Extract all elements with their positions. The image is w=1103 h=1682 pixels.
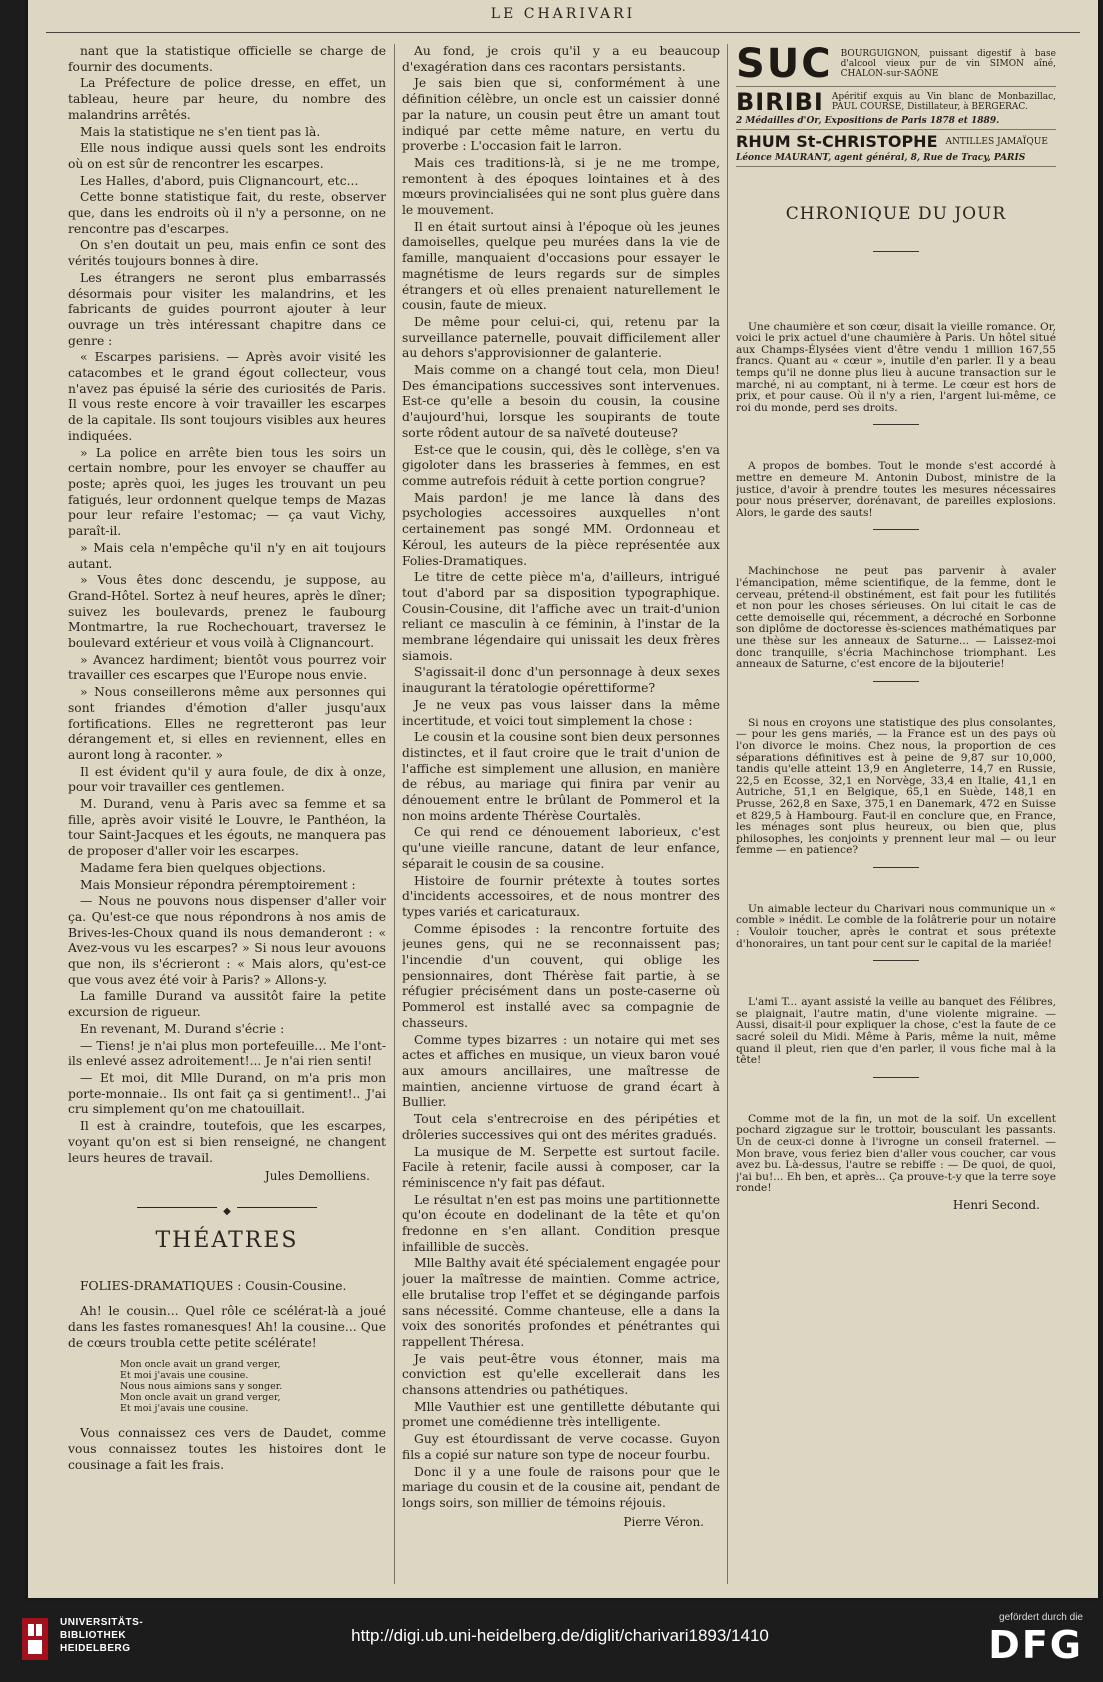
verse-line: Mon oncle avait un grand verger, — [120, 1359, 281, 1371]
chronique-signature: Henri Second. — [952, 1197, 1040, 1212]
chronique-item: A propos de bombes. Tout le monde s'est accordé à mettre en demeure M. Antonin Dubost, ministre de la justice, d'avoir à prendre toutes les mesures nécessaires pour nous préserver, dorénavant, de pareilles explosions. Alors, le garde des sauts! — [736, 460, 1056, 519]
article-paragraph: — Tiens! je n'ai plus mon portefeuille... Me l'ont-ils enlevé assez adroitement!... Je n'ai rien senti! — [68, 1038, 386, 1069]
funding-credit-text: gefördert durch die — [999, 1612, 1083, 1623]
article-paragraph: Il est à craindre, toutefois, que les escarpes, voyant qu'on est si bien renseigné, ne changent leurs heures de travail. — [68, 1119, 386, 1165]
article-paragraph: Mais la statistique ne s'en tient pas là. — [80, 124, 321, 139]
article-paragraph: On s'en doutait un peu, mais enfin ce sont des vérités toujours bonnes à dire. — [68, 238, 386, 269]
newspaper-page — [28, 0, 1098, 1598]
section-ornament: ◆ — [137, 1203, 317, 1213]
theatres-title: THÉATRES — [155, 1227, 299, 1253]
column-1 — [68, 44, 386, 1584]
chronique-item: Machinchose ne peut pas parvenir à avaler l'émancipation, même scientifique, de la femme, dont le cerveau, prétend-il obstinément, est fait pour les futilités et non pour les choses sérieuses. On lui citait le cas de cette demoiselle qui, récemment, a décroché en Sorbonne son diplôme de doctoresse ès-sciences mathématiques par une thèse sur les anneaux de Saturne... — Laissez-moi donc tranquille, s'écria Machinchose triomphant. Les anneaux de Saturne, c'est encore de la bijouterie! — [736, 565, 1056, 671]
verse-line: Nous nous aimions sans y songer. — [120, 1381, 283, 1393]
article-paragraph: Les étrangers ne seront plus embarrassés désormais pour visiter les malandrins, et les fabricants de guides pourront ajouter à leur ouvrage un très intéressant chapitre dans ce genre : — [68, 270, 386, 348]
chronique-items — [736, 252, 1056, 1195]
article-paragraph: » La police en arrête bien tous les soirs un certain nombre, pour les envoyer se chauffer au poste; après quoi, les juges les trouvant un peu fatigués, leur ordonnent quelque temps de Mazas pour leur refaire l'estomac; — ça vaut Vichy, paraît-il. — [68, 445, 386, 539]
article-paragraph: M. Durand, venu à Paris avec sa femme et sa fille, après avoir visité le Louvre, le Panthéon, la tour Saint-Jacques et les égouts, ne manquera pas de proposer d'aller voir les escarpes. — [68, 797, 386, 859]
article-paragraph: Tout cela s'entrecroise en des péripéties et drôleries successives qui ont des mérites gradués. — [402, 1112, 720, 1142]
article-paragraph: Les Halles, d'abord, puis Clignancourt, etc... — [80, 173, 359, 188]
ad-biribi-medals: 2 Médailles d'Or, Expositions de Paris 1878 et 1889. — [736, 116, 1000, 126]
ad-suc — [736, 44, 1056, 87]
ad-rhum-brand: RHUM St-CHRISTOPHE — [736, 132, 938, 151]
spacer — [736, 868, 1056, 904]
ad-biribi-brand: BIRIBI — [736, 88, 824, 116]
article-paragraph: Il est évident qu'il y aura foule, de dix à onze, pour voir travailler ces gentlemen. — [68, 764, 386, 795]
ad-rhum-origin: ANTILLES JAMAÏQUE — [945, 137, 1048, 147]
article-paragraph: Mais comme on a changé tout cela, mon Dieu! Des émancipations successives sont intervenues. Est-ce qu'elle a besoin du cousin, la cousine d'aujourd'hui, lorsque les soupirants de toute sorte rôdent autour de sa naïveté douteuse? — [402, 363, 720, 440]
viewer-footer — [0, 1602, 1103, 1682]
ad-suc-brand: SUC — [736, 44, 833, 87]
article-paragraph: » Vous êtes donc descendu, je suppose, au Grand-Hôtel. Sortez à neuf heures, après le dîner; suivez les boulevards, prenez le faubourg Montmartre, la rue Rochechouart, traversez le boulevard extérieur et vous voilà à Clignancourt. — [68, 573, 386, 651]
article-paragraph: Est-ce que le cousin, qui, dès le collège, s'en va gigoloter dans les brasseries à femmes, en est comme autrefois réduit à cette portion congrue? — [402, 442, 720, 488]
chronique-title: CHRONIQUE DU JOUR — [785, 204, 1007, 224]
quoted-verse — [120, 1359, 386, 1414]
column-2 — [402, 44, 720, 1584]
library-name — [60, 1616, 143, 1655]
article-paragraph: Comme épisodes : la rencontre fortuite des jeunes gens, qui ne se reconnaissent pas; l'incendie d'un couvent, qui oblige les pensionnaires, dont Thérèse fait partie, à se réfugier précisément dans un poste-caserne où Pommerol est installé avec sa compagnie de chasseurs. — [402, 921, 720, 1030]
ad-biribi — [736, 89, 1056, 130]
play-title-line: FOLIES-DRAMATIQUES : Cousin-Cousine. — [80, 1278, 347, 1293]
chronique-item: Une chaumière et son cœur, disait la vieille romance. Or, voici le prix actuel d'une chaumière à Paris. Un hôtel situé aux Champs-Élysées vient d'être vendu 1 million 167,55 francs. Quant au « cœur », inutile d'en parler. Il y a beau temps qu'il ne donne plus lieu à aucune transaction sur le marché, ni au comptant, ni à terme. Le cœur est hors de prix, et pour cause. Où il n'y a rien, l'argent lui-même, ce roi du monde, perd ses droits. — [736, 320, 1056, 414]
column-rule-2 — [727, 44, 728, 1584]
article-paragraph: Mais ces traditions-là, si je ne me trompe, remontent à des époques lointaines et à des mœurs provincialisées qui ne sont plus guère dans le mouvement. — [402, 155, 720, 218]
column-3 — [736, 44, 1056, 1584]
library-logo[interactable] — [20, 1616, 143, 1662]
article-paragraph: Mlle Balthy avait été spécialement engagée pour jouer la maîtresse de maintien. Comme actrice, elle brutalise trop l'effet et se dégingande parfois sans nécessité. Comme chanteuse, elle a dans la voix des sonorités profondes et pénétrantes qui rappellent Théresa. — [402, 1256, 720, 1349]
article-paragraph: Au fond, je crois qu'il y a eu beaucoup d'exagération dans ces racontars persistants. — [402, 44, 720, 74]
verse-line: Et moi j'avais une cousine. — [120, 1370, 249, 1382]
article-paragraph: » Mais cela n'empêche qu'il n'y en ait toujours autant. — [68, 540, 386, 571]
column-1-article — [68, 44, 386, 1166]
article-paragraph: Mlle Vauthier est une gentillette débutante qui promet une comédienne très intelligente. — [402, 1399, 720, 1430]
article-paragraph: Guy est étourdissant de verve cocasse. Guyon fils a copié sur nature son type de noceur fourbu. — [402, 1432, 720, 1462]
article-paragraph: La Préfecture de police dresse, en effet, un tableau, heure par heure, du nombre des malandrins arrêtés. — [68, 76, 386, 122]
article-paragraph: Comme types bizarres : un notaire qui met ses actes et affiches en musique, un vieux baron voué aux amours ancillaires, une maîtresse de maintien, ancienne virtuose de grand écart à Bullier. — [402, 1032, 720, 1110]
article-paragraph: De même pour celui-ci, qui, retenu par la surveillance paternelle, pouvait difficilement aller au dehors s'approvisionner de galanterie. — [402, 314, 720, 361]
article-paragraph: Le titre de cette pièce m'a, d'ailleurs, intrigué tout d'abord par sa disposition typographique. Cousin-Cousine, dit l'affiche avec un trait-d'union reliant ce masculin à ce féminin, à l'instar de la membrane légendaire qui unissait les deux frères siamois. — [402, 570, 720, 663]
verse-line: Mon oncle avait un grand verger, — [120, 1392, 281, 1404]
article-paragraph: » Nous conseillerons même aux personnes qui sont friandes d'émotion d'aller jusqu'aux fortifications. Elles ne regretteront pas leur dérangement et, si elles en reviennent, elles en auront long à raconter. » — [68, 685, 386, 762]
column-1-signature: Jules Demolliens. — [264, 1169, 370, 1184]
article-paragraph: La musique de M. Serpette est surtout facile. Facile à retenir, facile aussi à composer, car la réminiscence n'y fait pas défaut. — [402, 1144, 720, 1190]
article-paragraph: La famille Durand va aussitôt faire la petite excursion de rigueur. — [68, 989, 386, 1020]
article-paragraph: — Et moi, dit Mlle Durand, on m'a pris mon porte-monnaie.. Ils ont fait ça si gentiment!.. J'ai cru simplement qu'on me chatouillait. — [68, 1071, 386, 1117]
article-paragraph: Elle nous indique aussi quels sont les endroits où on est sûr de rencontrer les escarpes. — [68, 141, 386, 171]
article-paragraph: Le résultat n'en est pas moins une partitionnette qu'on écoute en dodelinant de la tête et qu'on fredonne en s'en allant. Condition presque infaillible de succès. — [402, 1192, 720, 1254]
article-paragraph: Ce qui rend ce dénouement laborieux, c'est qu'une vieille rancune, datant de leur enfance, séparait le cousin de sa cousine. — [402, 825, 720, 871]
column-2-signature: Pierre Véron. — [623, 1514, 704, 1529]
article-paragraph: Le cousin et la cousine sont bien deux personnes distinctes, et il faut croire que le trait d'union de l'affiche est simplement une allusion, en manière de rébus, au mariage qui finira par venir au dénouement entre le brûlant de Pommerol et la non moins ardente Thérèse Courtalès. — [402, 730, 720, 823]
library-name-line: BIBLIOTHEK — [60, 1630, 127, 1641]
spacer — [736, 530, 1056, 566]
theatres-outro: Vous connaissez ces vers de Daudet, comme vous connaissez toutes les histoires dont le cousinage a fait les frais. — [68, 1426, 386, 1472]
theatres-intro: Ah! le cousin... Quel rôle ce scélérat-là a joué dans les fastes romanesques! Ah! la cousine... Que de cœurs troubla cette petite scélérate! — [68, 1304, 386, 1350]
library-name-line: UNIVERSITÄTS- — [60, 1617, 144, 1628]
article-paragraph: Mais pardon! je me lance là dans des psychologies accessoires auxquelles n'ont certainement pas songé MM. Ordonneau et Kéroul, les auteurs de la pièce représentée aux Folies-Dramatiques. — [402, 490, 720, 568]
column-rule-1 — [394, 44, 395, 1584]
article-paragraph: S'agissait-il donc d'un personnage à deux sexes inaugurant la tératologie opérettiforme? — [402, 665, 720, 696]
spacer — [736, 1078, 1056, 1114]
spacer — [736, 252, 1056, 322]
article-paragraph: nant que la statistique officielle se charge de fournir des documents. — [68, 44, 386, 74]
funding-credit — [988, 1612, 1083, 1667]
dfg-logo[interactable]: DFG — [988, 1623, 1083, 1667]
chronique-item: Un aimable lecteur du Charivari nous communique un « comble » inédit. Le comble de la folâtrerie pour un notaire : Vouloir toucher, après le contrat et sous prétexte d'honoraires, un tant pour cent sur le capital de la mariée! — [736, 902, 1056, 950]
spacer — [736, 682, 1056, 718]
article-paragraph: Il en était surtout ainsi à l'époque où les jeunes damoiselles, quelque peu murées dans la vie de famille, manquaient d'occasions pour essayer le magnétisme de leurs regards sur de simples étrangers et où elles prenaient naturellement le cousin, faute de mieux. — [402, 219, 720, 313]
chronique-item: Comme mot de la fin, un mot de la soif. Un excellent pochard zigzague sur le trottoir, bousculant les passants. Un de ceux-ci donne à l'ivrogne un conseil fraternel. — Mon brave, vous feriez bien d'aller vous coucher, car vous avez bu. Là-dessus, l'autre se rebiffe : — De quoi, de quoi, j'ai bu!... Eh ben, et après... Ça prouve-t-y que la terre soye ronde! — [736, 1112, 1056, 1195]
university-seal-icon — [20, 1616, 50, 1662]
article-paragraph: — Nous ne pouvons nous dispenser d'aller voir ça. Qu'est-ce que nous répondrons à nos amis de Brives-les-Choux quand ils nous demanderont : « Avez-vous vu les escarpes? » Si nous leur avouons que non, ils s'écrieront : « Mais alors, qu'est-ce que vous avez été voir à Paris? » Allons-y. — [68, 894, 386, 987]
article-paragraph: Je ne veux pas vous laisser dans la même incertitude, et voici tout simplement la chose : — [402, 697, 720, 728]
verse-line: Et moi j'avais une cousine. — [120, 1403, 249, 1415]
article-paragraph: « Escarpes parisiens. — Après avoir visité les catacombes et le grand égout collecteur, vous n'avez pas épuisé la série des curiosités de Paris. Il vous reste encore à voir travailler les escarpes de la capitale. Ils sont toujours visibles aux heures indiquées. — [68, 350, 386, 443]
masthead-rule — [46, 32, 1080, 33]
column-2-article — [402, 44, 720, 1512]
ad-suc-text: BOURGUIGNON, puissant digestif à base d'alcool vieux pur de vin SIMON aîné, CHALON-sur-SAONE — [840, 49, 1056, 79]
article-paragraph: Madame fera bien quelques objections. — [80, 860, 326, 875]
article-paragraph: Mais Monsieur répondra péremptoirement : — [80, 877, 356, 892]
masthead: LE CHARIVARI — [490, 6, 636, 22]
article-paragraph: Cette bonne statistique fait, du reste, observer que, dans les endroits où il n'y a personne, on ne rencontre pas d'escarpes. — [68, 190, 386, 236]
ad-biribi-text: Apéritif exquis au Vin blanc de Monbazillac, PAUL COURSE, Distillateur, à BERGERAC. — [831, 92, 1056, 112]
ad-rhum-agent: Léonce MAURANT, agent général, 8, Rue de Tracy, PARIS — [736, 153, 1026, 163]
article-paragraph: Je vais peut-être vous étonner, mais ma conviction est qu'elle excellerait dans les chansons attendries ou pathétiques. — [402, 1351, 720, 1398]
permalink-url[interactable]: http://digi.ub.uni-heidelberg.de/diglit/charivari1893/1410 — [351, 1626, 769, 1645]
chronique-item: Si nous en croyons une statistique des plus consolantes, — pour les gens mariés, — la France est un des pays où l'on divorce le moins. Chez nous, la proportion de ces séparations définitives est à peine de 9,87 sur 10,000, tandis qu'elle atteint 13,9 en Angleterre, 14,7 en Russie, 22,5 en Ecosse, 32,1 en Norvège, 33,4 en Italie, 41,1 en Autriche, 51,1 en Belgique, 65,1 en Suède, 148,1 en Prusse, 262,8 en Saxe, 375,1 en Danemark, 472 en Suisse et 829,5 à Hambourg. Faut-il en conclure que, en France, les ménages sont plus heureux, ou bien que, plus philosophes, les conjoints y prennent leur mal — ou leur femme — en patience? — [736, 716, 1056, 857]
spacer — [736, 961, 1056, 997]
library-name-line: HEIDELBERG — [60, 1643, 131, 1654]
article-paragraph: Je sais bien que si, conformément à une définition célèbre, un oncle est un caissier donné par la nature, un cousin peut être un amant tout indiqué par cette même nature, en vertu du proverbe : L'occasion fait le larron. — [402, 76, 720, 154]
article-paragraph: En revenant, M. Durand s'écrie : — [80, 1021, 285, 1036]
chronique-item: L'ami T... ayant assisté la veille au banquet des Félibres, se plaignait, l'autre matin, d'une violente migraine. — Aussi, disait-il pour expliquer la chose, c'est la faute de ce sacré soleil du Midi. Même à Paris, même la nuit, même quand il pleut, rien que d'en parler, il vous fiche mal à la tête! — [736, 996, 1056, 1067]
article-paragraph: Histoire de fournir prétexte à toutes sortes d'incidents accessoires, et de nous montrer des types variés et caricaturaux. — [402, 873, 720, 919]
article-paragraph: Donc il y a une foule de raisons pour que le mariage du cousin et de la cousine ait, pendant de longs soirs, son millier de témoins réjouis. — [402, 1464, 720, 1510]
article-paragraph: » Avancez hardiment; bientôt vous pourrez voir travailler ces escarpes que l'Europe nous envie. — [68, 652, 386, 683]
ad-rhum — [736, 132, 1056, 167]
spacer — [736, 425, 1056, 461]
